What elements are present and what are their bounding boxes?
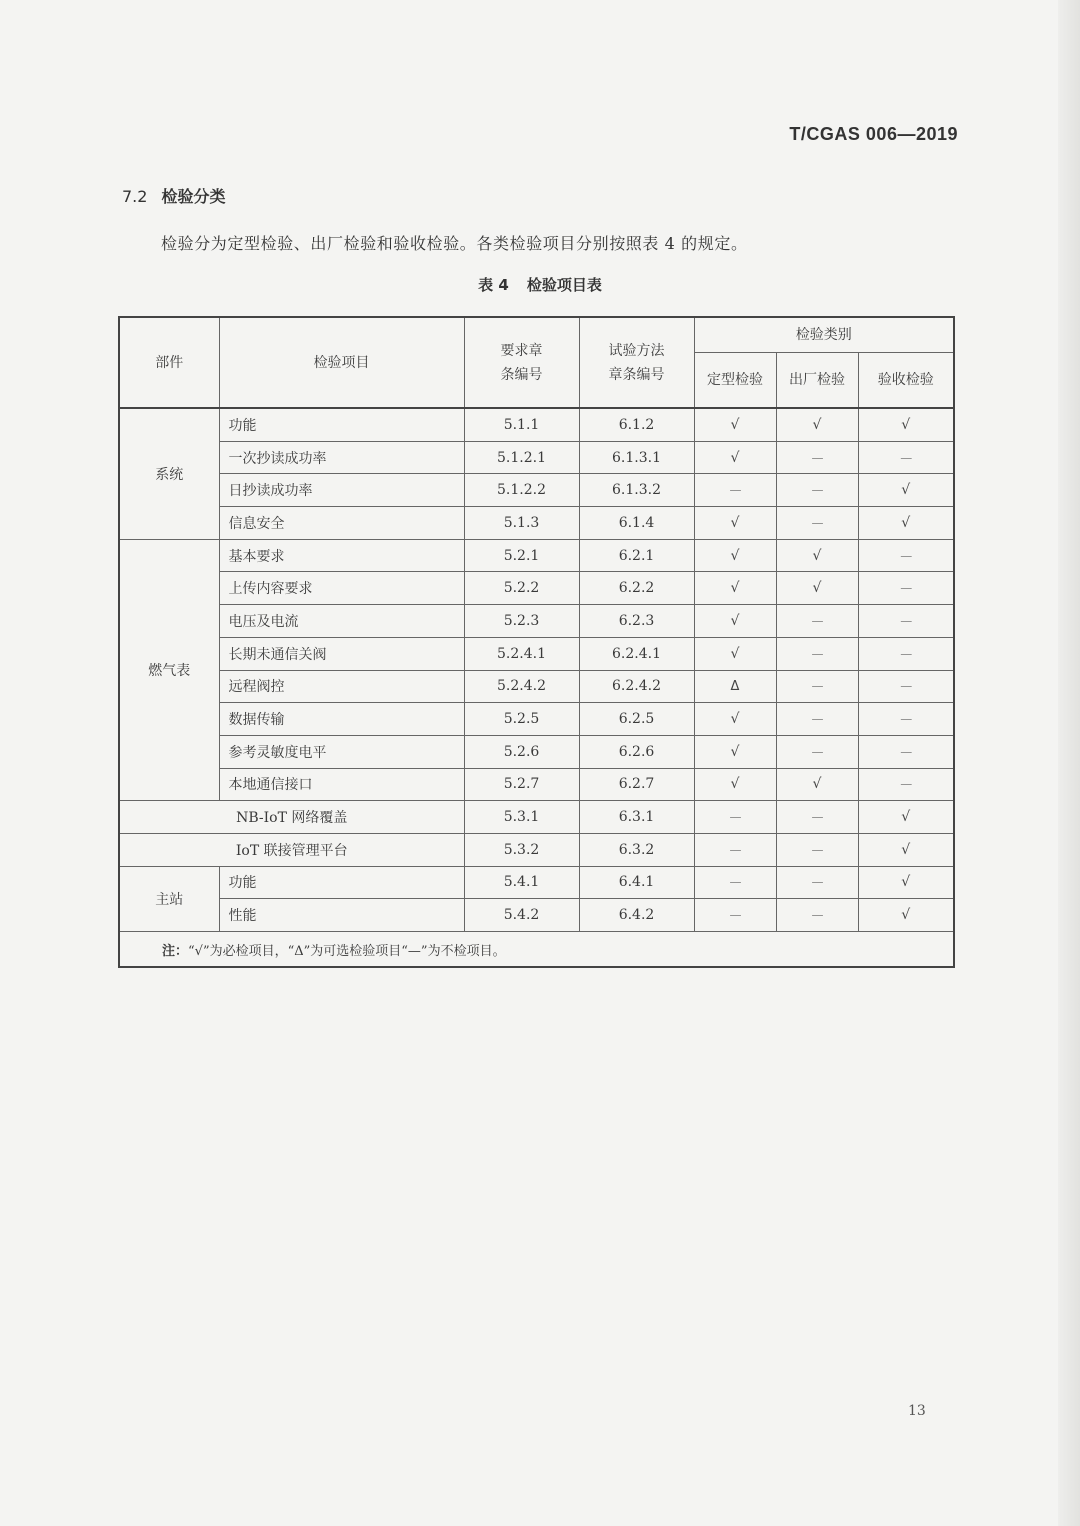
item-name: 一次抄读成功率 xyxy=(219,441,464,474)
type-test-mark xyxy=(694,408,776,441)
type-test-mark xyxy=(694,539,776,572)
item-name: 上传内容要求 xyxy=(219,572,464,605)
test-method-clause: 6.3.1 xyxy=(579,801,694,834)
test-method-clause: 6.2.4.1 xyxy=(579,637,694,670)
header-factory-test: 出厂检验 xyxy=(776,353,858,409)
table-row xyxy=(119,539,954,572)
test-method-clause: 6.1.3.1 xyxy=(579,441,694,474)
header-type-test: 定型检验 xyxy=(694,353,776,409)
mark-symbol: — xyxy=(811,613,823,628)
section-number: 7.2 xyxy=(122,187,148,206)
test-method-clause: 6.2.3 xyxy=(579,605,694,638)
factory-test-mark xyxy=(776,572,858,605)
mark-symbol: √ xyxy=(730,416,740,433)
factory-test-mark xyxy=(776,768,858,801)
table-row xyxy=(119,637,954,670)
type-test-mark xyxy=(694,507,776,540)
group-label-gas-meter: 燃气表 xyxy=(119,539,219,801)
mark-symbol: — xyxy=(811,515,823,530)
requirement-clause: 5.2.6 xyxy=(464,735,579,768)
inspection-table-wrapper xyxy=(118,316,955,968)
test-method-clause: 6.1.2 xyxy=(579,408,694,441)
type-test-mark xyxy=(694,899,776,932)
mark-symbol: √ xyxy=(901,907,911,924)
acceptance-test-mark xyxy=(858,670,954,703)
inspection-table xyxy=(118,316,955,968)
type-test-mark xyxy=(694,441,776,474)
mark-symbol: √ xyxy=(812,547,822,564)
test-method-clause: 6.2.4.2 xyxy=(579,670,694,703)
item-name: 参考灵敏度电平 xyxy=(219,735,464,768)
mark-symbol: √ xyxy=(812,580,822,597)
test-method-clause: 6.1.4 xyxy=(579,507,694,540)
type-test-mark xyxy=(694,637,776,670)
acceptance-test-mark xyxy=(858,605,954,638)
table-row xyxy=(119,507,954,540)
mark-symbol: √ xyxy=(730,743,740,760)
document-code: T/CGAS 006—2019 xyxy=(789,124,958,144)
mark-symbol: — xyxy=(811,450,823,465)
factory-test-mark xyxy=(776,441,858,474)
requirement-clause: 5.2.1 xyxy=(464,539,579,572)
mark-symbol: — xyxy=(900,613,912,628)
note-text: “√”为必检项目，“Δ”为可选检验项目“—”为不检项目。 xyxy=(188,943,506,959)
group-label-system: 系统 xyxy=(119,408,219,539)
table-caption-number: 表 4 xyxy=(478,276,509,294)
table-row xyxy=(119,866,954,899)
mark-symbol: √ xyxy=(730,514,740,531)
item-name: 性能 xyxy=(219,899,464,932)
table-row xyxy=(119,833,954,866)
acceptance-test-mark xyxy=(858,833,954,866)
factory-test-mark xyxy=(776,474,858,507)
requirement-clause: 5.2.4.2 xyxy=(464,670,579,703)
acceptance-test-mark xyxy=(858,539,954,572)
item-name: NB-IoT 网络覆盖 xyxy=(119,801,464,834)
mark-symbol: — xyxy=(811,712,823,727)
section-paragraph: 检验分为定型检验、出厂检验和验收检验。各类检验项目分别按照表 4 的规定。 xyxy=(161,234,748,253)
test-method-clause: 6.4.2 xyxy=(579,899,694,932)
table-row xyxy=(119,801,954,834)
mark-symbol: — xyxy=(900,744,912,759)
requirement-clause: 5.4.2 xyxy=(464,899,579,932)
mark-symbol: √ xyxy=(730,711,740,728)
acceptance-test-mark xyxy=(858,408,954,441)
mark-symbol: √ xyxy=(901,416,911,433)
test-method-clause: 6.2.6 xyxy=(579,735,694,768)
section-title: 检验分类 xyxy=(161,187,226,206)
item-name: IoT 联接管理平台 xyxy=(119,833,464,866)
factory-test-mark xyxy=(776,801,858,834)
mark-symbol: — xyxy=(729,875,741,890)
mark-symbol: √ xyxy=(730,645,740,662)
item-name: 长期未通信关阀 xyxy=(219,637,464,670)
mark-symbol: — xyxy=(900,581,912,596)
test-method-clause: 6.2.1 xyxy=(579,539,694,572)
item-name: 电压及电流 xyxy=(219,605,464,638)
mark-symbol: — xyxy=(811,483,823,498)
type-test-mark xyxy=(694,670,776,703)
note-label: 注： xyxy=(162,943,189,959)
item-name: 数据传输 xyxy=(219,703,464,736)
mark-symbol: — xyxy=(811,810,823,825)
table-caption xyxy=(0,274,1080,295)
mark-symbol: √ xyxy=(812,416,822,433)
type-test-mark xyxy=(694,605,776,638)
factory-test-mark xyxy=(776,507,858,540)
factory-test-mark xyxy=(776,539,858,572)
factory-test-mark xyxy=(776,866,858,899)
test-method-clause: 6.1.3.2 xyxy=(579,474,694,507)
table-row xyxy=(119,605,954,638)
type-test-mark xyxy=(694,474,776,507)
requirement-clause: 5.1.2.1 xyxy=(464,441,579,474)
type-test-mark xyxy=(694,735,776,768)
test-method-clause: 6.2.7 xyxy=(579,768,694,801)
item-name: 远程阀控 xyxy=(219,670,464,703)
mark-symbol: — xyxy=(900,777,912,792)
table-row xyxy=(119,572,954,605)
acceptance-test-mark xyxy=(858,768,954,801)
table-row xyxy=(119,408,954,441)
mark-symbol: √ xyxy=(901,874,911,891)
mark-symbol: Δ xyxy=(730,679,740,695)
acceptance-test-mark xyxy=(858,507,954,540)
acceptance-test-mark xyxy=(858,441,954,474)
mark-symbol: — xyxy=(811,875,823,890)
mark-symbol: — xyxy=(811,679,823,694)
mark-symbol: — xyxy=(900,646,912,661)
mark-symbol: √ xyxy=(730,580,740,597)
table-caption-title: 检验项目表 xyxy=(526,276,602,294)
factory-test-mark xyxy=(776,670,858,703)
type-test-mark xyxy=(694,703,776,736)
header-acceptance-test: 验收检验 xyxy=(858,353,954,409)
mark-symbol: — xyxy=(729,483,741,498)
header-item: 检验项目 xyxy=(219,317,464,408)
item-name: 本地通信接口 xyxy=(219,768,464,801)
type-test-mark xyxy=(694,866,776,899)
factory-test-mark xyxy=(776,899,858,932)
table-row xyxy=(119,768,954,801)
page-edge xyxy=(1058,0,1080,1526)
item-name: 功能 xyxy=(219,408,464,441)
acceptance-test-mark xyxy=(858,703,954,736)
mark-symbol: — xyxy=(729,842,741,857)
mark-symbol: — xyxy=(811,842,823,857)
requirement-clause: 5.2.3 xyxy=(464,605,579,638)
factory-test-mark xyxy=(776,735,858,768)
requirement-clause: 5.1.1 xyxy=(464,408,579,441)
table-row xyxy=(119,670,954,703)
mark-symbol: — xyxy=(729,908,741,923)
mark-symbol: — xyxy=(900,712,912,727)
table-row xyxy=(119,703,954,736)
header-part: 部件 xyxy=(119,317,219,408)
mark-symbol: √ xyxy=(901,514,911,531)
requirement-clause: 5.1.3 xyxy=(464,507,579,540)
factory-test-mark xyxy=(776,637,858,670)
header-test-method-clause: 试验方法 章条编号 xyxy=(579,317,694,408)
mark-symbol: √ xyxy=(730,612,740,629)
table-row xyxy=(119,441,954,474)
item-name: 信息安全 xyxy=(219,507,464,540)
mark-symbol: — xyxy=(729,810,741,825)
acceptance-test-mark xyxy=(858,735,954,768)
mark-symbol: — xyxy=(811,908,823,923)
item-name: 日抄读成功率 xyxy=(219,474,464,507)
mark-symbol: — xyxy=(900,450,912,465)
requirement-clause: 5.2.7 xyxy=(464,768,579,801)
mark-symbol: — xyxy=(811,646,823,661)
acceptance-test-mark xyxy=(858,899,954,932)
test-method-clause: 6.4.1 xyxy=(579,866,694,899)
requirement-clause: 5.3.1 xyxy=(464,801,579,834)
mark-symbol: √ xyxy=(812,776,822,793)
factory-test-mark xyxy=(776,605,858,638)
type-test-mark xyxy=(694,833,776,866)
acceptance-test-mark xyxy=(858,801,954,834)
type-test-mark xyxy=(694,768,776,801)
factory-test-mark xyxy=(776,833,858,866)
table-row xyxy=(119,474,954,507)
acceptance-test-mark xyxy=(858,866,954,899)
group-label-master-station: 主站 xyxy=(119,866,219,931)
factory-test-mark xyxy=(776,703,858,736)
requirement-clause: 5.3.2 xyxy=(464,833,579,866)
mark-symbol: √ xyxy=(730,449,740,466)
mark-symbol: — xyxy=(811,744,823,759)
header-requirement-clause: 要求章 条编号 xyxy=(464,317,579,408)
table-note xyxy=(119,932,954,968)
section-heading xyxy=(122,184,225,207)
acceptance-test-mark xyxy=(858,474,954,507)
mark-symbol: √ xyxy=(730,776,740,793)
mark-symbol: √ xyxy=(901,809,911,826)
test-method-clause: 6.3.2 xyxy=(579,833,694,866)
item-name: 基本要求 xyxy=(219,539,464,572)
page-number: 13 xyxy=(908,1403,926,1419)
acceptance-test-mark xyxy=(858,637,954,670)
item-name: 功能 xyxy=(219,866,464,899)
mark-symbol: — xyxy=(900,548,912,563)
test-method-clause: 6.2.5 xyxy=(579,703,694,736)
table-row xyxy=(119,899,954,932)
requirement-clause: 5.1.2.2 xyxy=(464,474,579,507)
mark-symbol: √ xyxy=(901,841,911,858)
header-inspection-category: 检验类别 xyxy=(694,317,954,353)
requirement-clause: 5.2.2 xyxy=(464,572,579,605)
table-note-row xyxy=(119,932,954,968)
factory-test-mark xyxy=(776,408,858,441)
acceptance-test-mark xyxy=(858,572,954,605)
table-row xyxy=(119,735,954,768)
mark-symbol: √ xyxy=(901,482,911,499)
requirement-clause: 5.2.4.1 xyxy=(464,637,579,670)
test-method-clause: 6.2.2 xyxy=(579,572,694,605)
mark-symbol: — xyxy=(900,679,912,694)
mark-symbol: √ xyxy=(730,547,740,564)
type-test-mark xyxy=(694,801,776,834)
type-test-mark xyxy=(694,572,776,605)
requirement-clause: 5.4.1 xyxy=(464,866,579,899)
requirement-clause: 5.2.5 xyxy=(464,703,579,736)
